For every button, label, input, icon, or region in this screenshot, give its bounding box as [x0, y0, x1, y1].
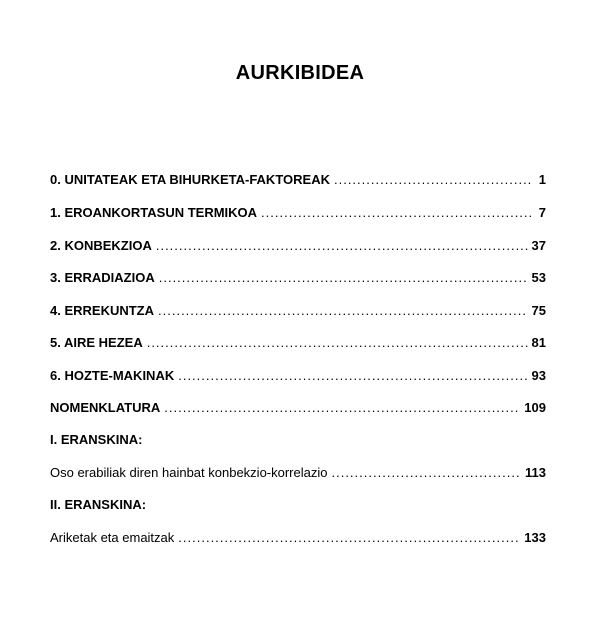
toc-entry [50, 400, 546, 422]
toc-section-label: I. ERANSKINA: [50, 432, 143, 447]
toc-section-heading [50, 432, 546, 454]
toc-entry-page: 81 [531, 335, 546, 350]
toc-leader-dots [164, 400, 520, 415]
toc-leader-dots [147, 335, 528, 350]
toc-entry-page: 37 [531, 238, 546, 253]
toc-entry [50, 205, 546, 227]
toc-leader-dots [178, 530, 520, 545]
toc-entry [50, 368, 546, 390]
toc-leader-dots [159, 270, 528, 285]
toc-entry [50, 172, 546, 194]
toc-entry-page: 7 [538, 205, 546, 220]
toc-entry [50, 303, 546, 325]
toc-entry-page: 53 [531, 270, 546, 285]
toc-entry-page: 113 [525, 465, 546, 480]
toc-entry [50, 530, 546, 552]
toc-entry-label: 0. UNITATEAK ETA BIHURKETA-FAKTOREAK [50, 172, 330, 187]
toc-section-label: II. ERANSKINA: [50, 497, 147, 512]
toc-entry-label: 1. EROANKORTASUN TERMIKOA [50, 205, 258, 220]
toc-entry-label: NOMENKLATURA [50, 400, 161, 415]
toc-entry-label: 3. ERRADIAZIOA [50, 270, 155, 285]
toc-entry [50, 335, 546, 357]
toc-leader-dots [261, 205, 532, 220]
toc-entry-label: Ariketak eta emaitzak [50, 530, 175, 545]
toc-leader-dots [156, 238, 528, 253]
toc-entry [50, 238, 546, 260]
toc-entry-label: 5. AIRE HEZEA [50, 335, 143, 350]
toc-leader-dots [158, 303, 528, 318]
toc-entry-page: 93 [531, 368, 546, 383]
toc-entry-label: 2. KONBEKZIOA [50, 238, 152, 253]
toc-leader-dots [334, 172, 532, 187]
toc-entry-page: 75 [531, 303, 546, 318]
toc-entry-label: 4. ERREKUNTZA [50, 303, 155, 318]
toc-entry-page: 133 [524, 530, 546, 545]
toc-section-heading [50, 497, 546, 519]
toc-entry [50, 270, 546, 292]
toc-entry [50, 465, 546, 487]
toc-entry-page: 109 [524, 400, 546, 415]
toc-entry-label: Oso erabiliak diren hainbat konbekzio-korrelazio [50, 465, 328, 480]
toc-leader-dots [178, 368, 527, 383]
toc-entry-label: 6. HOZTE-MAKINAK [50, 368, 175, 383]
toc-entry-page: 1 [538, 172, 546, 187]
page-title: AURKIBIDEA [235, 62, 365, 84]
toc-leader-dots [331, 465, 521, 480]
